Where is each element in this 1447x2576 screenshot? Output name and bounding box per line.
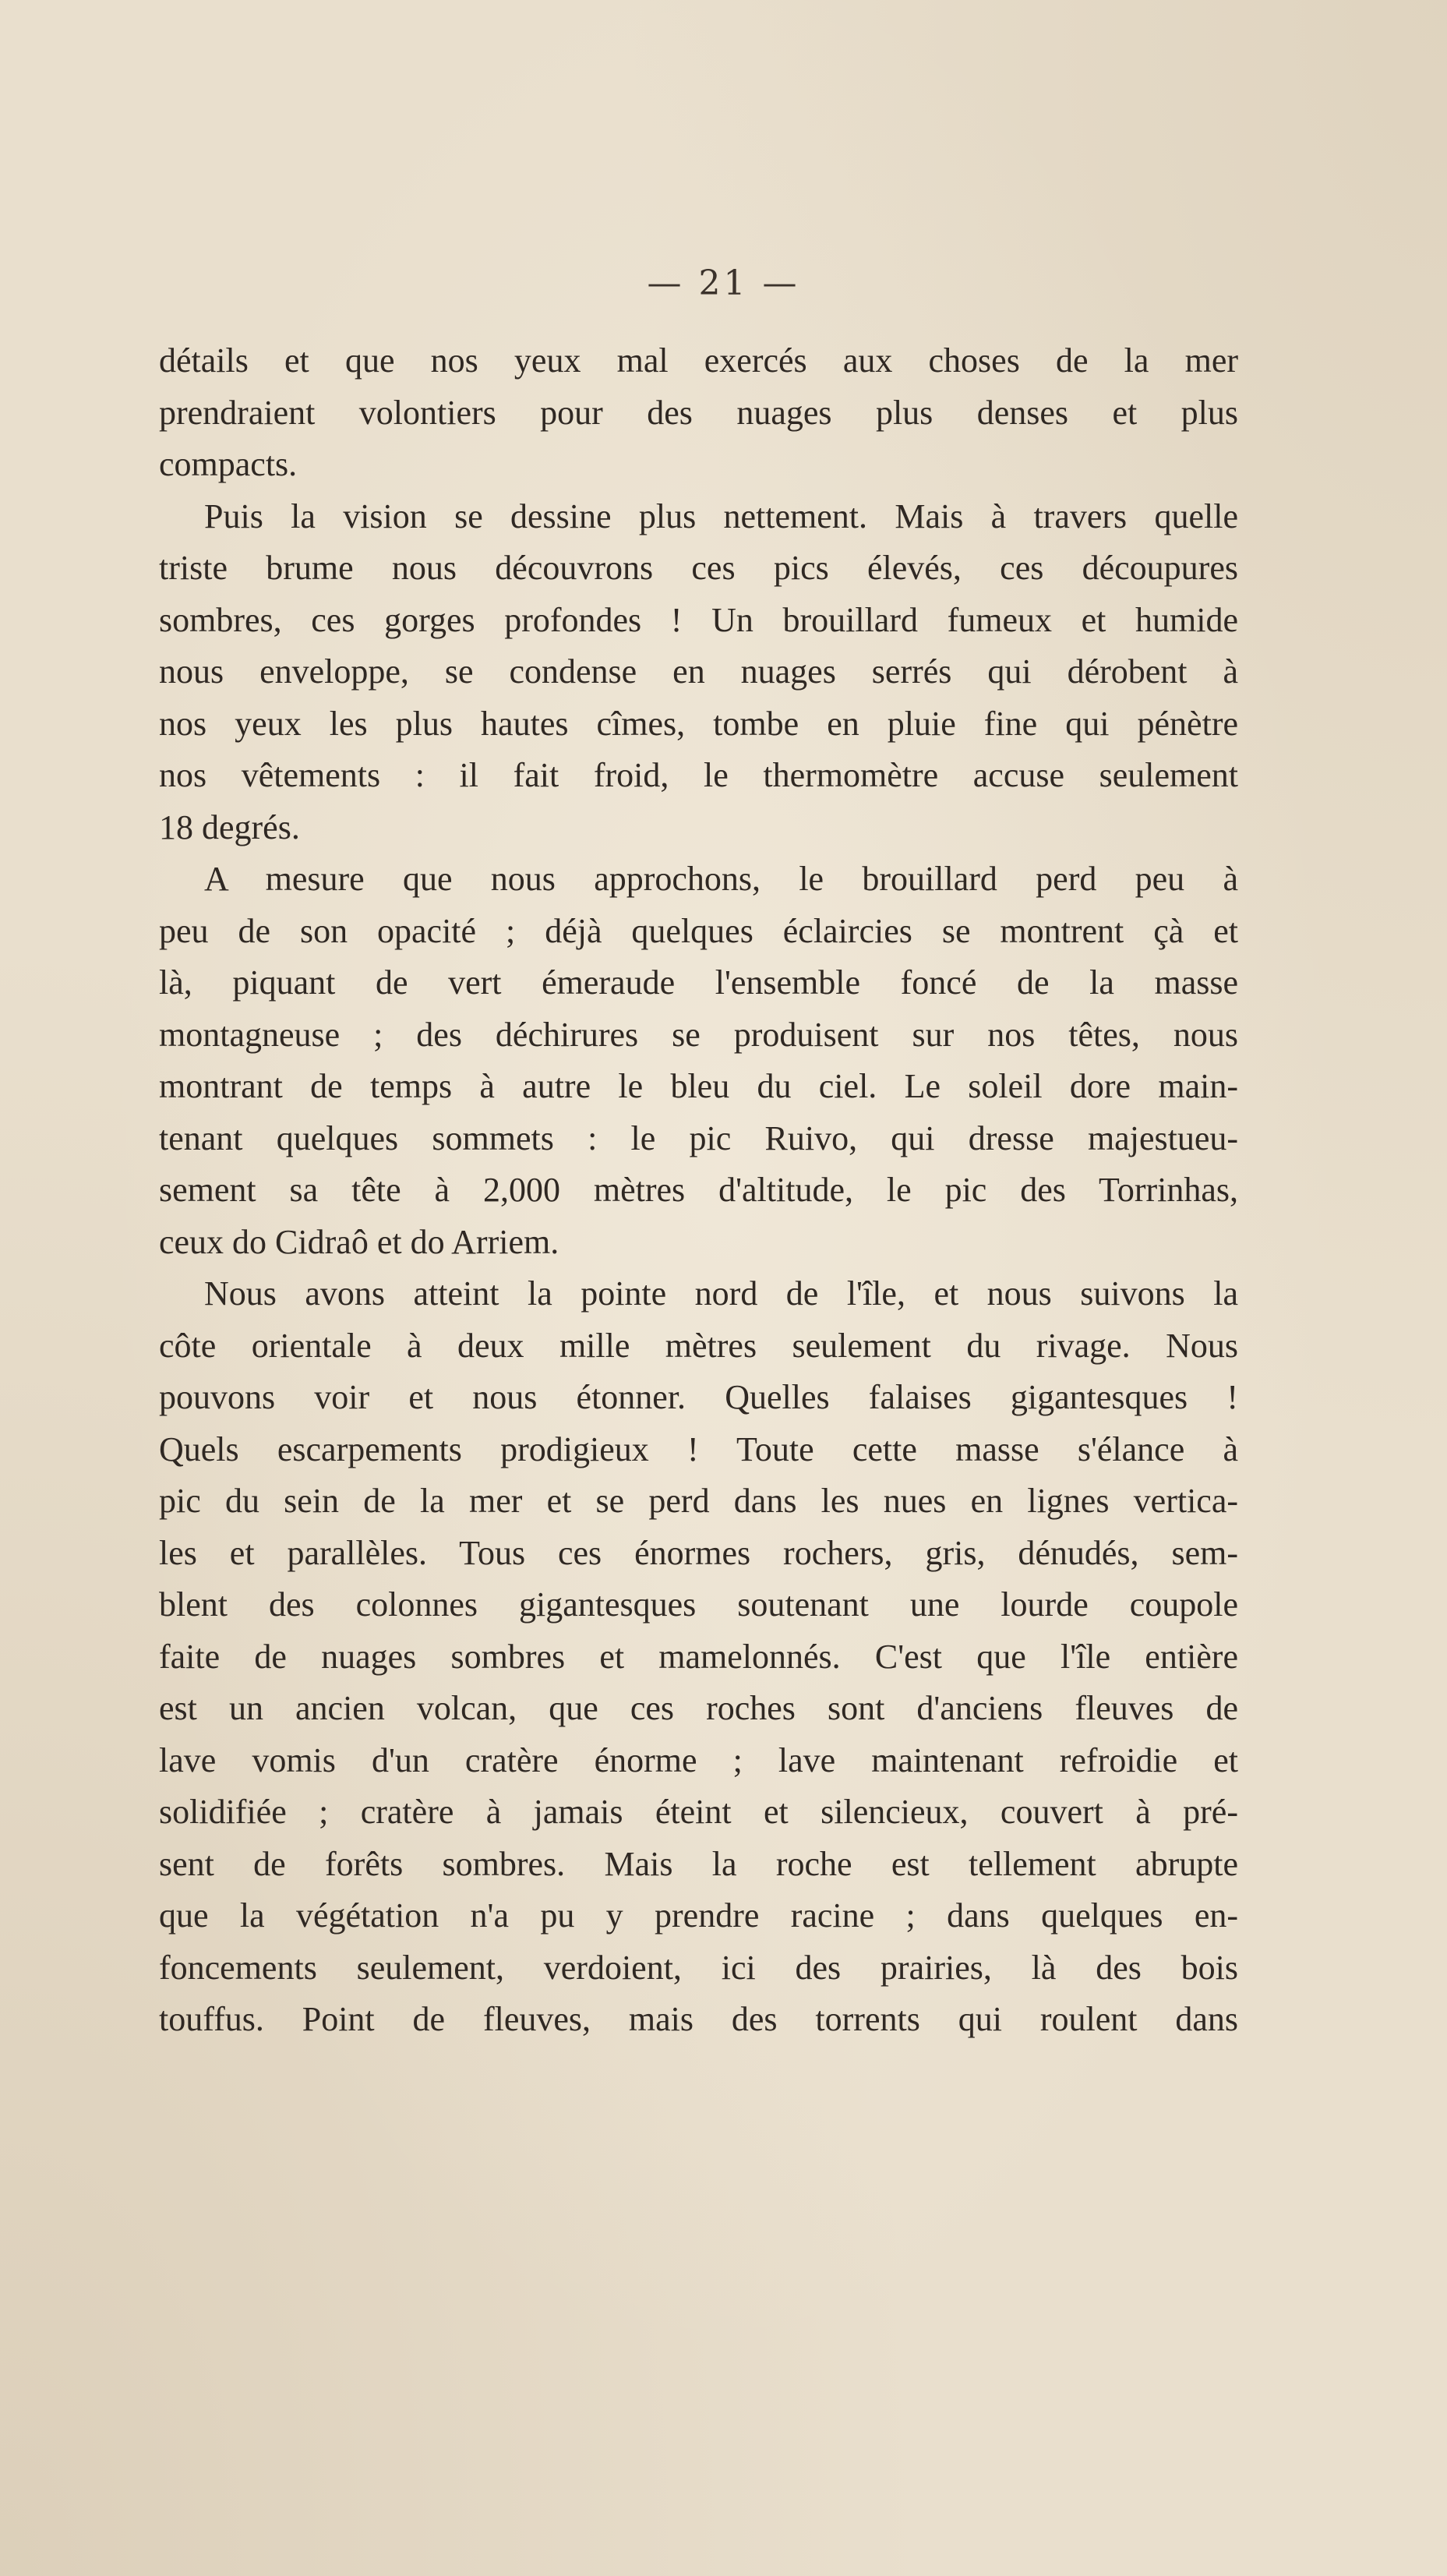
text-line: tenant quelques sommets : le pic Ruivo, qui dresse majestueu- (159, 1118, 1238, 1157)
paragraph (159, 1268, 1238, 2046)
text-line: sent de forêts sombres. Mais la roche est tellement abrupte (159, 1844, 1238, 1883)
text-line: pic du sein de la mer et se perd dans les nues en lignes vertica- (159, 1482, 1238, 1520)
text-line: détails et que nos yeux mal exercés aux choses de la mer (159, 341, 1238, 380)
text-line: Quels escarpements prodigieux ! Toute cette masse s'élance à (159, 1429, 1238, 1468)
text-line: les et parallèles. Tous ces énormes rochers, gris, dénudés, sem- (159, 1533, 1238, 1572)
text-line: blent des colonnes gigantesques soutenant une lourde coupole (159, 1585, 1238, 1624)
text-line: ceux do Cidraô et do Arriem. (159, 1222, 559, 1261)
text-line: est un ancien volcan, que ces roches sont d'anciens fleuves de (159, 1689, 1238, 1727)
paragraph (159, 335, 1238, 491)
text-line: pouvons voir et nous étonner. Quelles falaises gigantesques ! (159, 1378, 1238, 1416)
text-line: peu de son opacité ; déjà quelques éclaircies se montrent çà et (159, 911, 1238, 950)
page-number: — 21 — (647, 263, 800, 303)
text-line: là, piquant de vert émeraude l'ensemble foncé de la masse (159, 963, 1238, 1002)
text-line: Puis la vision se dessine plus nettement. Mais à travers quelle (204, 496, 1238, 535)
text-line: nos vêtements : il fait froid, le thermomètre accuse seulement (159, 756, 1238, 794)
text-line: faite de nuages sombres et mamelonnés. C'est que l'île entière (159, 1637, 1238, 1676)
text-line: triste brume nous découvrons ces pics élevés, ces découpures (159, 549, 1238, 587)
text-line: montrant de temps à autre le bleu du ciel. Le soleil dore main- (159, 1067, 1238, 1105)
text-line: prendraient volontiers pour des nuages plus denses et plus (159, 393, 1238, 432)
text-line: touffus. Point de fleuves, mais des torrents qui roulent dans (159, 2000, 1238, 2038)
paragraph (159, 491, 1238, 854)
text-line: nos yeux les plus hautes cîmes, tombe en pluie fine qui pénètre (159, 704, 1238, 743)
paragraph (159, 853, 1238, 1268)
text-line: nous enveloppe, se condense en nuages serrés qui dérobent à (159, 652, 1238, 691)
text-line: sement sa tête à 2,000 mètres d'altitude, le pic des Torrinhas, (159, 1171, 1238, 1209)
text-line: A mesure que nous approchons, le brouillard perd peu à (204, 860, 1238, 898)
text-line: que la végétation n'a pu y prendre racine ; dans quelques en- (159, 1896, 1238, 1935)
text-line: Nous avons atteint la pointe nord de l'île, et nous suivons la (204, 1274, 1238, 1313)
text-line: foncements seulement, verdoient, ici des prairies, là des bois (159, 1948, 1238, 1987)
text-line: solidifiée ; cratère à jamais éteint et silencieux, couvert à pré- (159, 1793, 1238, 1831)
text-line: sombres, ces gorges profondes ! Un brouillard fumeux et humide (159, 600, 1238, 639)
body-text (159, 335, 1238, 2046)
text-line: côte orientale à deux mille mètres seulement du rivage. Nous (159, 1326, 1238, 1365)
text-line: montagneuse ; des déchirures se produisent sur nos têtes, nous (159, 1015, 1238, 1054)
text-line: 18 degrés. (159, 807, 300, 846)
text-line: compacts. (159, 445, 298, 483)
text-line: lave vomis d'un cratère énorme ; lave maintenant refroidie et (159, 1740, 1238, 1779)
